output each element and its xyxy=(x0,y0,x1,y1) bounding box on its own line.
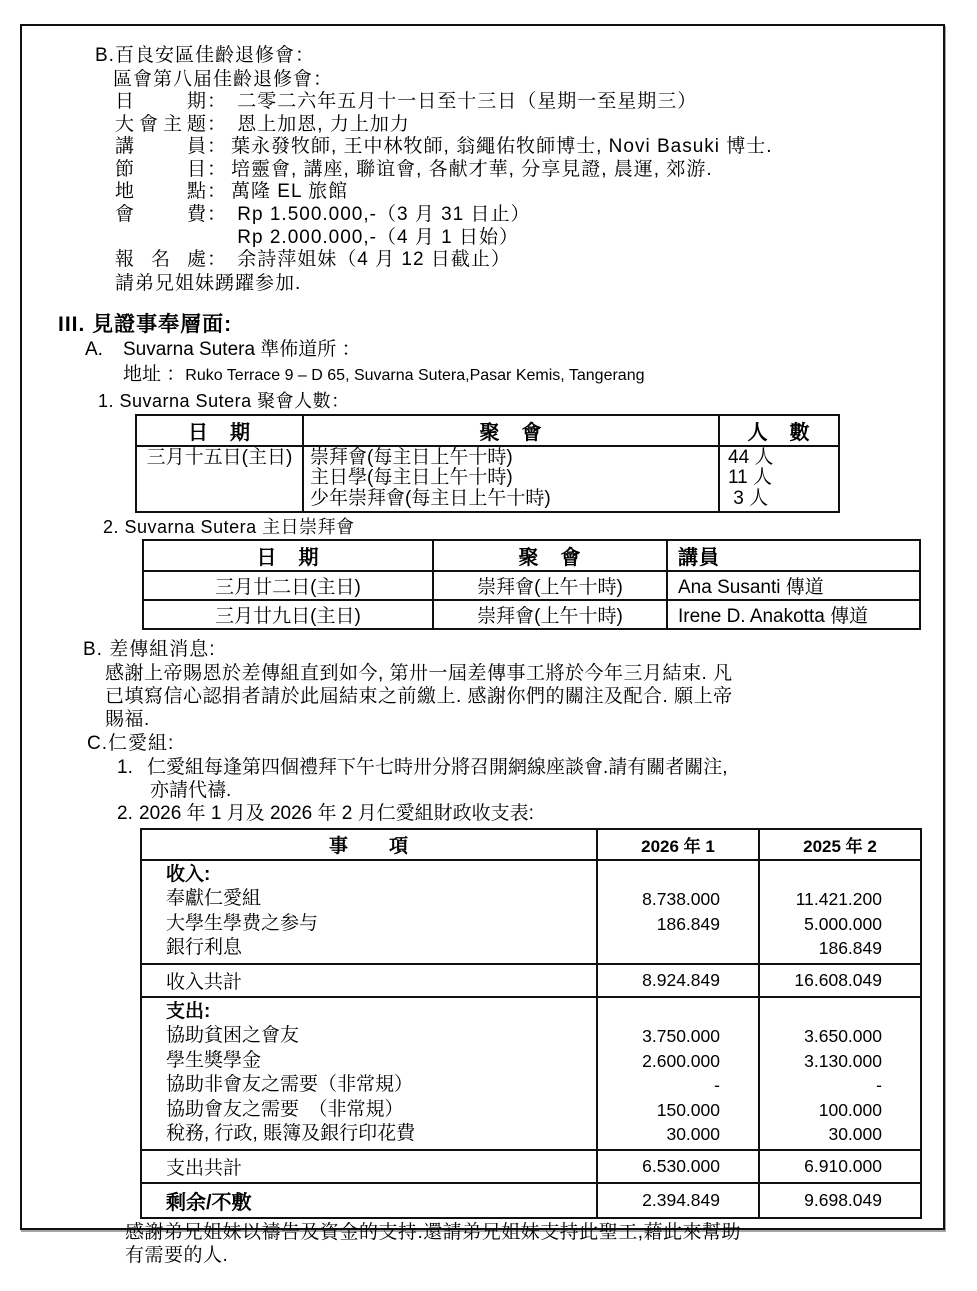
colon: ： xyxy=(207,136,228,158)
col-header-date: 日 期 xyxy=(136,415,303,446)
balance-2026-1: 2.394.849 xyxy=(597,1183,759,1218)
paragraph-line: 賜福. xyxy=(105,708,150,730)
value: 2.600.000 xyxy=(642,1050,720,1071)
field-label xyxy=(115,227,207,250)
colon: ： xyxy=(207,91,228,112)
table-row xyxy=(143,571,920,600)
subsection-b-heading: B. 差傳組消息: xyxy=(83,638,216,660)
value: 100.000 xyxy=(818,1099,882,1120)
col-header-speaker: 講員 xyxy=(667,540,920,571)
retreat-row-theme xyxy=(115,114,943,137)
income-values-2025-2 xyxy=(759,860,921,964)
colon xyxy=(207,227,231,250)
address-label: 地址 ： xyxy=(123,363,186,385)
cell-date: 三月廿二日(主日) xyxy=(143,571,433,600)
subsection-c-heading: C.仁愛組: xyxy=(87,732,175,754)
income-total-2025-2: 16.608.049 xyxy=(759,964,921,997)
field-label: 日期 xyxy=(115,91,207,112)
field-value: Rp 1.500.000,-（3 月 31 日止） xyxy=(231,203,531,225)
table-header-row xyxy=(141,829,921,860)
field-label: 大會主题 xyxy=(115,113,207,135)
field-label: 講員 xyxy=(115,136,207,158)
value: 3.750.000 xyxy=(642,1026,720,1047)
attendance-table xyxy=(135,414,840,513)
meeting-item: 少年崇拜會(每主日上午十時) xyxy=(310,487,551,509)
value: 186.849 xyxy=(656,913,720,934)
expense-total-label: 支出共計 xyxy=(141,1150,597,1183)
value xyxy=(760,1000,920,1025)
field-label: 節目 xyxy=(115,158,207,180)
value: 186.849 xyxy=(818,938,882,959)
c-item-2-text: 2026 年 1 月及 2026 年 2 月仁愛組財政收支表: xyxy=(139,802,534,824)
value xyxy=(598,863,758,888)
income-total-label: 收入共計 xyxy=(141,964,597,997)
income-total-2026-1: 8.924.849 xyxy=(597,964,759,997)
closing-line: 有需要的人. xyxy=(125,1244,229,1266)
cell-meetings xyxy=(303,446,719,512)
field-value: 萬隆 EL 旅館 xyxy=(231,181,349,203)
value: 3.130.000 xyxy=(804,1050,882,1071)
expense-total-2025-2: 6.910.000 xyxy=(759,1150,921,1183)
closing-paragraph xyxy=(125,1221,943,1267)
list-marker: 1. xyxy=(117,756,133,778)
col-header-2025-2: 2025 年 2 xyxy=(759,829,921,860)
date-value: 三月十五日(主日) xyxy=(146,446,293,468)
page-border-frame xyxy=(20,24,945,1266)
retreat-row-speakers xyxy=(115,136,943,159)
field-value: 培靈會, 講座, 聯谊會, 各献才華, 分享見證, 晨運, 郊游. xyxy=(231,158,713,180)
table1-caption: 1. Suvarna Sutera 聚會人數： xyxy=(98,390,350,411)
value: 3.650.000 xyxy=(804,1026,882,1047)
expense-values-2025-2 xyxy=(759,997,921,1150)
expense-total-row xyxy=(141,1150,921,1183)
income-item: 大學生學费之参与 xyxy=(166,912,319,934)
retreat-row-venue xyxy=(115,181,943,204)
retreat-row-date xyxy=(115,91,943,114)
income-total-row xyxy=(141,964,921,997)
col-header-meeting: 聚 會 xyxy=(303,415,719,446)
expense-total-2026-1: 6.530.000 xyxy=(597,1150,759,1183)
retreat-row-fee2 xyxy=(115,227,943,250)
colon: ： xyxy=(207,249,228,271)
field-value: 二零二六年五月十一日至十三日（星期一至星期三） xyxy=(231,91,698,112)
income-label: 收入: xyxy=(166,863,211,885)
c-item-2 xyxy=(117,802,943,825)
balance-2025-2: 9.698.049 xyxy=(759,1183,921,1218)
expense-items xyxy=(141,997,597,1150)
income-item: 奉獻仁愛組 xyxy=(166,888,262,910)
cell-date: 三月廿九日(主日) xyxy=(143,600,433,629)
value: 30.000 xyxy=(666,1124,720,1145)
field-value: 葉永發牧師, 王中林牧師, 翁繩佑牧師博士, Novi Basuki 博士. xyxy=(231,136,773,158)
cell-speaker: Irene D. Anakotta 傳道 xyxy=(667,600,920,629)
closing-line: 感謝弟兄姐妹以禱告及資金的支持.還請弟兄姐妹支持此聖工,藉此來幫助 xyxy=(125,1221,742,1243)
table2-caption: 2. Suvarna Sutera 主日崇拜會 xyxy=(103,516,355,537)
sunday-service-table xyxy=(142,539,921,630)
expense-item: 協助非會友之需要（非常規） xyxy=(166,1074,414,1096)
value: 11.421.200 xyxy=(795,889,882,910)
income-item: 銀行利息 xyxy=(166,937,243,959)
meeting-item: 主日學(每主日上午十時) xyxy=(310,467,513,489)
paragraph-line: 已填寫信心認捐者請於此屆結束之前繳上. 感謝你們的關注及配合. 願上帝 xyxy=(105,685,733,707)
paragraph-line: 感謝上帝賜恩於差傳組直到如今, 第卅一屆差傳事工將於今年三月結束. 凡 xyxy=(105,662,733,684)
balance-row xyxy=(141,1183,921,1218)
retreat-row-fee1 xyxy=(115,204,943,227)
c-item-1-text: 仁愛組每逢第四個禮拜下午七時卅分將召開網線座談會.請有關者關注, xyxy=(147,756,728,778)
cell-meeting: 崇拜會(上午十時) xyxy=(433,600,667,629)
table-row xyxy=(136,446,839,512)
income-items xyxy=(141,860,597,964)
colon: ： xyxy=(207,113,228,135)
retreat-row-registration xyxy=(115,249,943,272)
value: - xyxy=(714,1075,720,1096)
subsection-a-text: Suvarna Sutera 準佈道所 ： xyxy=(123,338,361,360)
missions-paragraph xyxy=(105,662,943,731)
value: 5.000.000 xyxy=(804,913,882,934)
colon: ： xyxy=(207,203,228,225)
retreat-subheading: 區會第八届佳齡退修會： xyxy=(113,69,334,90)
colon: ： xyxy=(207,181,228,203)
colon: ： xyxy=(207,158,228,180)
c-item-1 xyxy=(117,756,943,779)
value xyxy=(598,936,758,961)
value xyxy=(760,863,920,888)
count-item: 44 人 xyxy=(728,446,774,468)
col-header-meeting: 聚 會 xyxy=(433,540,667,571)
field-value: Rp 2.000.000,-（4 月 1 日始） xyxy=(231,226,519,248)
count-item: 3 人 xyxy=(728,487,769,509)
field-value: 余詩萍姐妹（4 月 12 日截止） xyxy=(231,249,511,271)
income-group-row xyxy=(141,860,921,964)
meeting-item: 崇拜會(每主日上午十時) xyxy=(310,446,513,468)
address-line xyxy=(123,362,943,388)
expense-item: 協助會友之需要 （非常規） xyxy=(166,1098,404,1120)
expense-item: 稅務, 行政, 賬簿及銀行印花費 xyxy=(166,1123,416,1145)
col-header-count: 人 數 xyxy=(719,415,839,446)
retreat-heading: B.百良安區佳齡退修會： xyxy=(95,45,315,66)
field-label: 地點 xyxy=(115,181,207,203)
balance-label: 剩余/不敷 xyxy=(141,1183,597,1218)
expense-item: 學生獎學金 xyxy=(166,1049,262,1071)
field-value: 恩上加恩, 力上加力 xyxy=(231,113,410,135)
field-label: 報名處 xyxy=(115,249,207,271)
value: 150.000 xyxy=(656,1099,720,1120)
col-header-date: 日 期 xyxy=(143,540,433,571)
col-header-item: 事 項 xyxy=(141,829,597,860)
cell-meeting: 崇拜會(上午十時) xyxy=(433,571,667,600)
value: - xyxy=(876,1075,882,1096)
expense-group-row xyxy=(141,997,921,1150)
table-row xyxy=(143,600,920,629)
col-header-2026-1: 2026 年 1 xyxy=(597,829,759,860)
expense-item: 協助貧困之會友 xyxy=(166,1025,300,1047)
c-item-1-continuation: 亦請代禱. xyxy=(150,779,232,801)
cell-counts xyxy=(719,446,839,512)
value: 30.000 xyxy=(828,1124,882,1145)
address-value: Ruko Terrace 9 – D 65, Suvarna Sutera,Pasar Kemis, Tangerang xyxy=(185,366,645,384)
retreat-closing: 請弟兄姐妹踴躍参加. xyxy=(115,272,302,294)
expense-values-2026-1 xyxy=(597,997,759,1150)
list-marker: A. xyxy=(85,338,103,360)
list-marker: 2. xyxy=(117,802,133,824)
value xyxy=(598,1000,758,1025)
expense-label: 支出: xyxy=(166,1000,211,1022)
cell-date xyxy=(136,446,303,512)
retreat-row-program xyxy=(115,159,943,182)
subsection-a-title xyxy=(85,337,943,362)
table-header-row xyxy=(143,540,920,571)
cell-speaker: Ana Susanti 傳道 xyxy=(667,571,920,600)
finance-table xyxy=(140,828,922,1219)
value: 8.738.000 xyxy=(642,889,720,910)
table-header-row xyxy=(136,415,839,446)
section3-heading: III. 見證事奉層面: xyxy=(58,312,233,336)
count-item: 11 人 xyxy=(728,467,773,489)
income-values-2026-1 xyxy=(597,860,759,964)
field-label: 會費 xyxy=(115,203,207,225)
